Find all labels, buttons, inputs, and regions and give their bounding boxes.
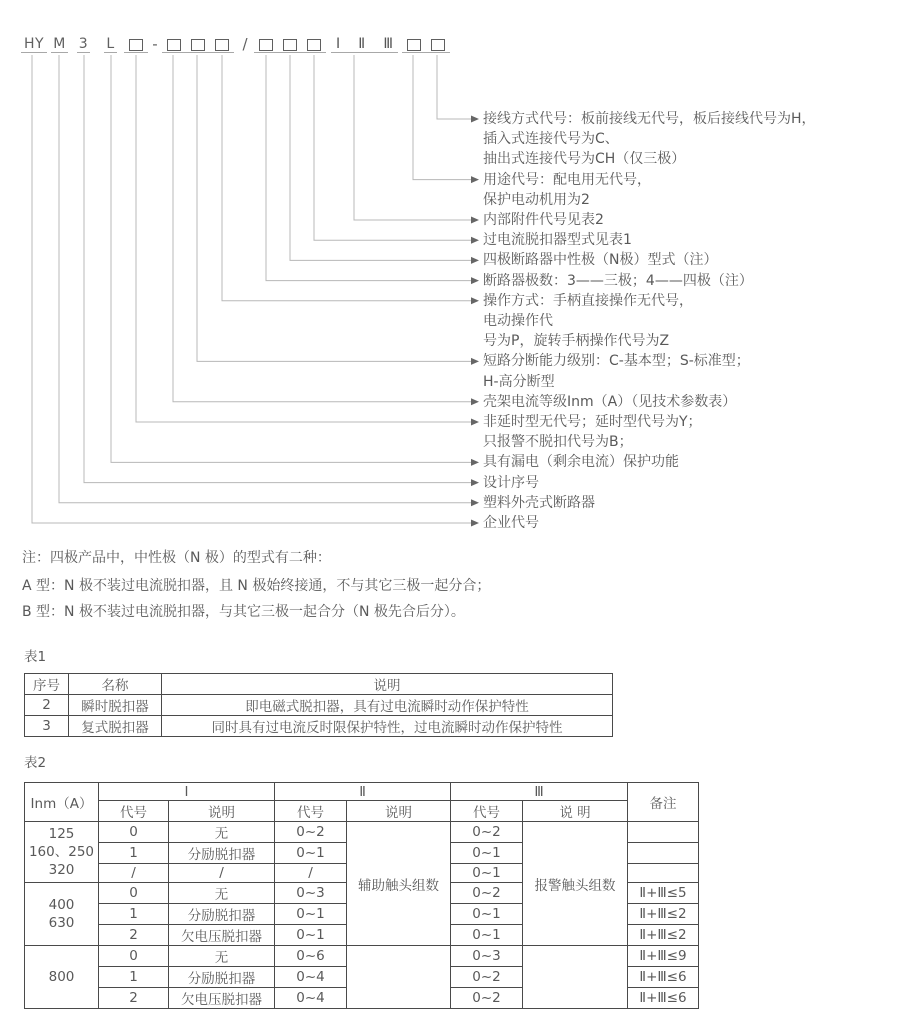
arrow-right-icon [471,398,479,405]
aux-range-cell: 0~3 [275,883,347,904]
inm-value-line: 160、250 [28,844,95,860]
model-code-separator: - [152,35,158,53]
arrow-right-icon [471,520,479,527]
code-cell: 0 [99,822,169,843]
callout-line: 塑料外壳式断路器 [483,494,595,511]
aux-range-cell: 0~6 [275,946,347,967]
callout-line: 四极断路器中性极（N极）型式（注） [483,252,718,269]
code-cell: 2 [99,925,169,946]
callout-label [483,351,750,391]
aux-range-cell: / [275,864,347,883]
table-row [25,716,613,737]
callout-elbow-line [32,55,471,523]
table1-header-cell: 序号 [25,674,69,695]
description-cell: 无 [169,946,275,967]
remark-cell: Ⅱ+Ⅲ≤6 [628,967,699,988]
table1-cell: 3 [25,716,69,737]
callout-line: 短路分断能力级别：C-基本型；S-标准型； [483,353,750,370]
callout-elbow-line [197,55,471,361]
callout-label [483,170,651,210]
callout-elbow-line [173,55,471,402]
arrow-right-icon [471,277,479,284]
alarm-contact-empty-cell [523,946,628,1009]
table1-header-cell: 名称 [69,674,162,695]
inm-value-line: 400 [48,897,75,913]
table2-header-cell: 代号 [99,801,169,822]
remark-cell [628,822,699,843]
arrow-right-icon [471,479,479,486]
callout-line: H-高分断型 [483,373,555,390]
table2-header-cell: Inm（A） [25,783,99,822]
callout-line: 插入式连接代号为C、 [483,131,619,148]
code-cell: 1 [99,904,169,925]
callout-label [483,452,679,472]
callout-label [483,210,604,230]
table-row [25,822,699,843]
callout-label [483,493,595,513]
table2-label: 表2 [24,755,47,771]
inm-value-line: 630 [48,915,75,931]
table2-header-cell: 说 明 [523,801,628,822]
table2-header-cell: 备注 [628,783,699,822]
model-code-roman-numeral: Ⅱ [358,36,366,52]
table1-cell: 即电磁式脱扣器，具有过电流瞬时动作保护特性 [162,695,613,716]
alarm-range-cell: 0~1 [451,864,523,883]
description-cell: 无 [169,822,275,843]
code-cell: / [99,864,169,883]
model-code-char: 3 [78,36,89,52]
model-code-char: L [104,36,117,53]
description-cell: / [169,864,275,883]
callout-elbow-line [136,55,471,422]
callout-line: 号为P，旋转手柄操作代号为Z [483,333,670,350]
callout-line: 非延时型无代号；延时型代号为Y； [483,413,702,430]
table2-header-cell: 说明 [347,801,451,822]
callout-elbow-line [222,55,471,301]
callout-label [483,473,539,493]
alarm-range-cell: 0~2 [451,883,523,904]
model-code-roman-numeral: Ⅲ [383,36,393,52]
table2-header-cell: Ⅱ [275,783,451,801]
arrow-right-icon [471,459,479,466]
aux-range-cell: 0~4 [275,988,347,1009]
arrow-right-icon [471,297,479,304]
arrow-right-icon [471,499,479,506]
callout-line: 操作方式：手柄直接操作无代号， [483,292,693,309]
callout-label [483,271,753,291]
aux-contact-label-cell: 辅助触头组数 [347,822,451,946]
alarm-range-cell: 0~1 [451,843,523,864]
alarm-range-cell: 0~2 [451,822,523,843]
callout-elbow-line [413,55,471,180]
aux-range-cell: 0~1 [275,904,347,925]
callout-line: 只报警不脱扣代号为B； [483,434,633,451]
code-cell: 1 [99,843,169,864]
remark-cell: Ⅱ+Ⅲ≤5 [628,883,699,904]
arrow-right-icon [471,419,479,426]
model-code-separator: / [242,35,248,53]
inm-value-line: 320 [48,862,75,878]
model-code-char: HY [21,36,47,53]
callout-elbow-line [266,55,471,281]
callout-label [483,291,693,352]
callout-line: 企业代号 [483,514,539,531]
callout-label [483,230,632,250]
aux-contact-empty-cell [347,946,451,1009]
model-code-char: M [51,36,68,53]
table-row [25,946,699,967]
description-cell: 分励脱扣器 [169,904,275,925]
remark-cell: Ⅱ+Ⅲ≤2 [628,904,699,925]
callout-elbow-line [59,55,471,503]
callout-label [483,513,539,533]
callout-line: 接线方式代号：板前接线无代号，板后接线代号为H， [483,110,816,127]
code-cell: 0 [99,883,169,904]
callout-elbow-line [437,55,471,119]
code-cell: 1 [99,967,169,988]
table2-header-cell: 代号 [275,801,347,822]
table2 [24,782,699,1009]
alarm-contact-label-cell: 报警触头组数 [523,822,628,946]
aux-range-cell: 0~1 [275,925,347,946]
callout-elbow-line [111,55,471,462]
note-line: 注：四极产品中，中性极（N 极）的型式有二种： [22,550,331,566]
callout-line: 具有漏电（剩余电流）保护功能 [483,454,679,471]
aux-range-cell: 0~1 [275,843,347,864]
description-cell: 分励脱扣器 [169,967,275,988]
table2-header-row [25,783,699,801]
alarm-range-cell: 0~1 [451,904,523,925]
callout-label [483,109,816,170]
model-code-roman-numeral: Ⅰ [336,36,341,52]
inm-cell [25,946,99,1009]
callout-line: 壳架电流等级Inm（A）（见技术参数表） [483,393,737,410]
alarm-range-cell: 0~3 [451,946,523,967]
table2-header-cell: 代号 [451,801,523,822]
table1-cell: 2 [25,695,69,716]
code-cell: 0 [99,946,169,967]
callout-label [483,392,736,412]
callout-line: 内部附件代号见表2 [483,211,604,228]
table1-header-cell: 说明 [162,674,613,695]
table1-cell: 瞬时脱扣器 [69,695,162,716]
callout-line: 用途代号：配电用无代号， [483,171,651,188]
callout-line: 过电流脱扣器型式见表1 [483,232,632,249]
table-row [25,695,613,716]
alarm-range-cell: 0~2 [451,988,523,1009]
inm-value-line: 800 [48,969,75,985]
description-cell: 分励脱扣器 [169,843,275,864]
description-cell: 无 [169,883,275,904]
table2-header-cell: Ⅰ [99,783,275,801]
table2-subheader-row [25,801,699,822]
table1 [24,673,613,737]
callout-line: 设计序号 [483,474,539,491]
inm-cell [25,883,99,946]
callout-label [483,412,702,452]
arrow-right-icon [471,237,479,244]
remark-cell: Ⅱ+Ⅲ≤6 [628,988,699,1009]
arrow-right-icon [471,176,479,183]
table1-header-row [25,674,613,695]
aux-range-cell: 0~2 [275,822,347,843]
note-line: A 型：N 极不装过电流脱扣器，且 N 极始终接通，不与其它三极一起分合； [22,578,491,594]
arrow-right-icon [471,116,479,123]
alarm-range-cell: 0~1 [451,925,523,946]
callout-line: 断路器极数：3——三极；4——四极（注） [483,272,753,289]
callout-line: 保护电动机用为2 [483,191,590,208]
remark-cell [628,843,699,864]
remark-cell [628,864,699,883]
arrow-right-icon [471,257,479,264]
remark-cell: Ⅱ+Ⅲ≤9 [628,946,699,967]
table1-cell: 同时具有过电流反时限保护特性，过电流瞬时动作保护特性 [162,716,613,737]
note-line: B 型：N 极不装过电流脱扣器，与其它三极一起合分（N 极先合后分）。 [22,604,465,620]
table1-cell: 复式脱扣器 [69,716,162,737]
table2-header-cell: Ⅲ [451,783,628,801]
description-cell: 欠电压脱扣器 [169,988,275,1009]
callout-label [483,250,717,270]
code-cell: 2 [99,988,169,1009]
description-cell: 欠电压脱扣器 [169,925,275,946]
table2-header-cell: 说明 [169,801,275,822]
arrow-right-icon [471,217,479,224]
remark-cell: Ⅱ+Ⅲ≤2 [628,925,699,946]
inm-cell [25,822,99,883]
callout-elbow-line [290,55,471,260]
arrow-right-icon [471,358,479,365]
callout-line: 电动操作代 [483,312,553,329]
inm-value-line: 125 [48,826,75,842]
alarm-range-cell: 0~2 [451,967,523,988]
aux-range-cell: 0~4 [275,967,347,988]
table1-label: 表1 [24,649,47,665]
callout-line: 抽出式连接代号为CH（仅三极） [483,151,686,168]
callout-elbow-line [314,55,471,240]
